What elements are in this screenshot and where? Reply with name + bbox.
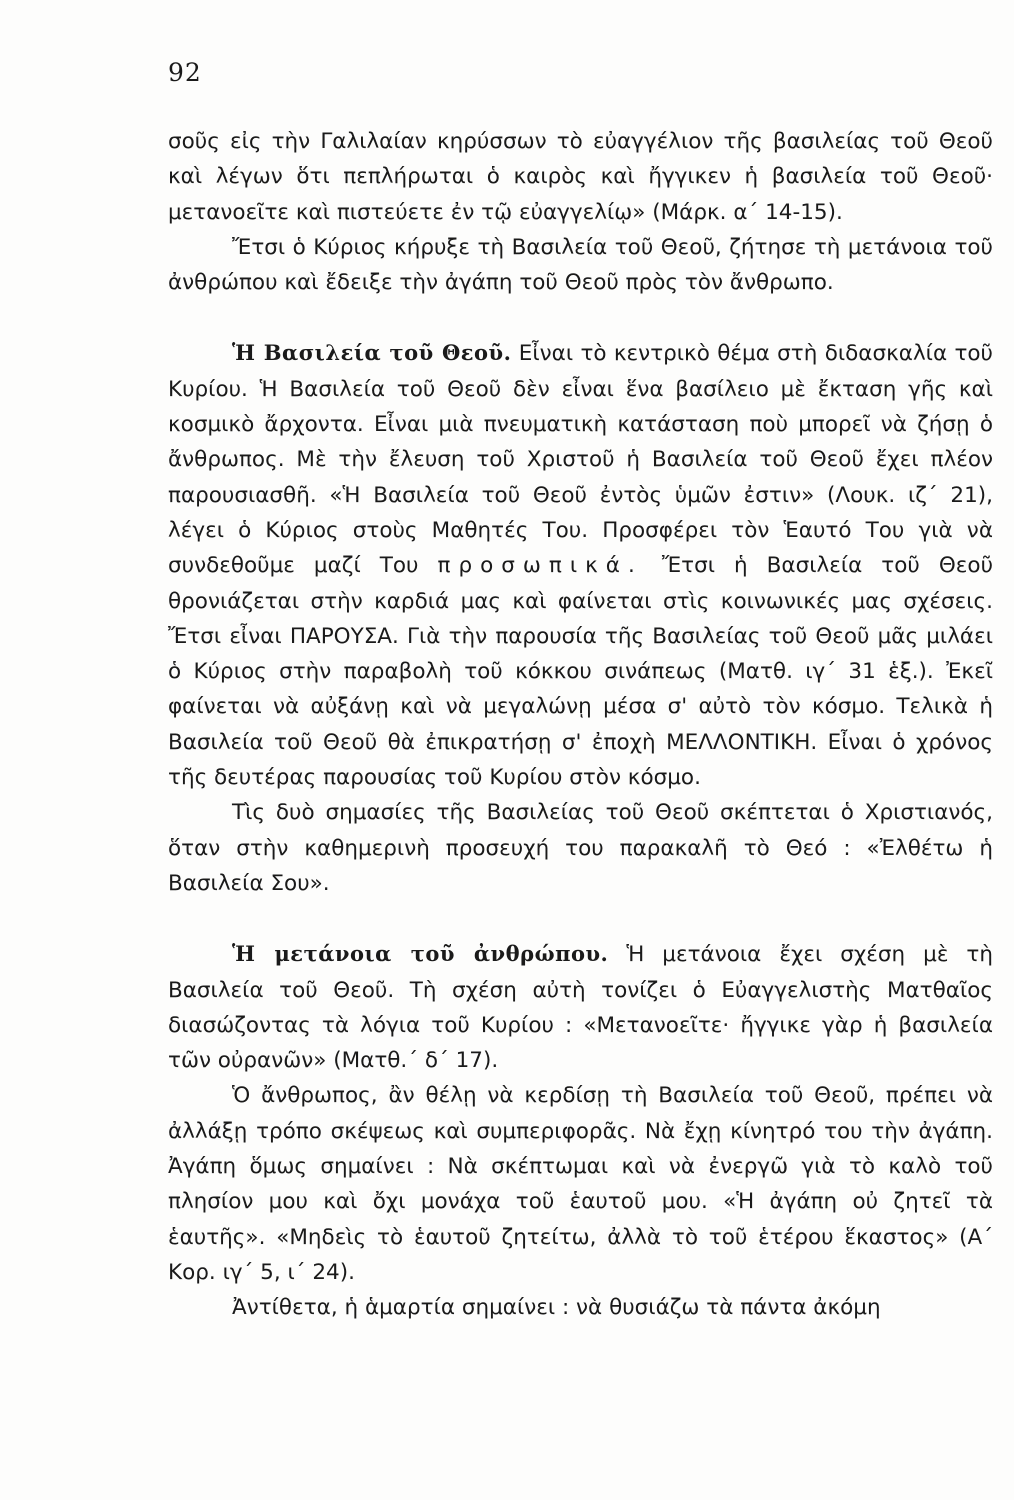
paragraph: Ἔτσι ὁ Κύριος κήρυξε τὴ Βασιλεία τοῦ Θεοῦ, ζήτησε τὴ μετάνοια τοῦ ἀνθρώπου καὶ ἔδειξε τὴν ἀγάπη τοῦ Θεοῦ πρὸς τὸν ἄνθρωπο. [168,234,993,296]
spaced-emphasis: προσωπικά. [437,553,643,579]
section-text: Εἶναι τὸ κεντρικὸ θέμα στὴ διδασκαλία τοῦ Κυρίου. Ἡ Βασιλεία τοῦ Θεοῦ δὲν εἶναι ἕνα βασίλειο μὲ ἔκταση γῆς καὶ κοσμικὸ ἄρχοντα. Εἶναι μιὰ πνευματικὴ κατάσταση ποὺ μπορεῖ νὰ ζήσῃ ὁ ἄνθρωπος. Μὲ τὴν ἔλευση τοῦ Χριστοῦ ἡ Βασιλεία τοῦ Θεοῦ ἔχει πλέον παρουσιασθῆ. «Ἡ Βασιλεία τοῦ Θεοῦ ἐντὸς ὑμῶν ἐστιν» (Λουκ. ιζ΄ 21), λέγει ὁ Κύριος στοὺς Μαθητές Του. Προσφέρει τὸν Ἑαυτό Του γιὰ νὰ συνδεθοῦμε μαζί Του [168,341,993,579]
section-repentance [168,936,993,1078]
paragraph-continuation: σοῦς εἰς τὴν Γαλιλαίαν κηρύσσων τὸ εὐαγγέλιον τῆς βασιλείας τοῦ Θεοῦ καὶ λέγων ὅτι πεπλήρωται ὁ καιρὸς καὶ ἤγγικεν ἡ βασιλεία τοῦ Θεοῦ· μετανοεῖτε καὶ πιστεύετε ἐν τῷ εὐαγγελίῳ» (Μάρκ. α΄ 14-15). [168,129,993,225]
section-text: Ἡ μετάνοια ἔχει σχέση μὲ τὴ Βασιλεία τοῦ Θεοῦ. Τὴ σχέση αὐτὴ τονίζει ὁ Εὐαγγελιστὴς Ματθαῖος διασώζοντας τὰ λόγια τοῦ Κυρίου : «Μετανοεῖτε· ἤγγικε γὰρ ἡ βασιλεία τῶν οὐρανῶν» (Ματθ.΄ δ΄ 17). [168,942,994,1074]
section-text-continued: Ἔτσι ἡ Βασιλεία τοῦ Θεοῦ θρονιάζεται στὴν καρδιά μας καὶ φαίνεται στὶς κοινωνικές μας σχέσεις. Ἔτσι εἶναι ΠΑΡΟΥΣΑ. Γιὰ τὴν παρουσία τῆς Βασιλείας τοῦ Θεοῦ μᾶς μιλάει ὁ Κύριος στὴν παραβολὴ τοῦ κόκκου σινάπεως (Ματθ. ιγ΄ 31 ἑξ.). Ἐκεῖ φαίνεται νὰ αὐξάνῃ καὶ νὰ μεγαλώνῃ μέσα σ' αὐτὸ τὸν κόσμο. Τελικὰ ἡ Βασιλεία τοῦ Θεοῦ θὰ ἐπικρατήσῃ σ' ἐποχὴ ΜΕΛΛΟΝΤΙΚΗ. Εἶναι ὁ χρόνος τῆς δευτέρας παρουσίας τοῦ Κυρίου στὸν κόσμο. [168,553,994,791]
section-heading: Ἡ Βασιλεία τοῦ Θεοῦ. [232,340,512,366]
page-number: 92 [168,58,202,87]
paragraph: Τὶς δυὸ σημασίες τῆς Βασιλείας τοῦ Θεοῦ σκέπτεται ὁ Χριστιανός, ὅταν στὴν καθημερινὴ προσευχή του παρακαλῆ τὸ Θεό : «Ἐλθέτω ἡ Βασιλεία Σου». [168,800,993,896]
body-text [168,124,993,1326]
paragraph: Ἀντίθετα, ἡ ἁμαρτία σημαίνει : νὰ θυσιάζω τὰ πάντα ἀκόμη [232,1295,881,1321]
section-heading: Ἡ μετάνοια τοῦ ἀνθρώπου. [232,941,609,967]
paragraph: Ὁ ἄνθρωπος, ἂν θέλῃ νὰ κερδίσῃ τὴ Βασιλεία τοῦ Θεοῦ, πρέπει νὰ ἀλλάξῃ τρόπο σκέψεως καὶ συμπεριφορᾶς. Νὰ ἔχῃ κίνητρό του τὴν ἀγάπη. Ἀγάπη ὅμως σημαίνει : Νὰ σκέπτωμαι καὶ νὰ ἐνεργῶ γιὰ τὸ καλὸ τοῦ πλησίον μου καὶ ὄχι μονάχα τοῦ ἑαυτοῦ μου. «Ἡ ἀγάπη οὐ ζητεῖ τὰ ἑαυτῆς». «Μηδεὶς τὸ ἑαυτοῦ ζητείτω, ἀλλὰ τὸ τοῦ ἑτέρου ἕκαστος» (Α΄ Κορ. ιγ΄ 5, ι΄ 24). [168,1083,993,1285]
section-kingdom-of-god [168,335,993,795]
